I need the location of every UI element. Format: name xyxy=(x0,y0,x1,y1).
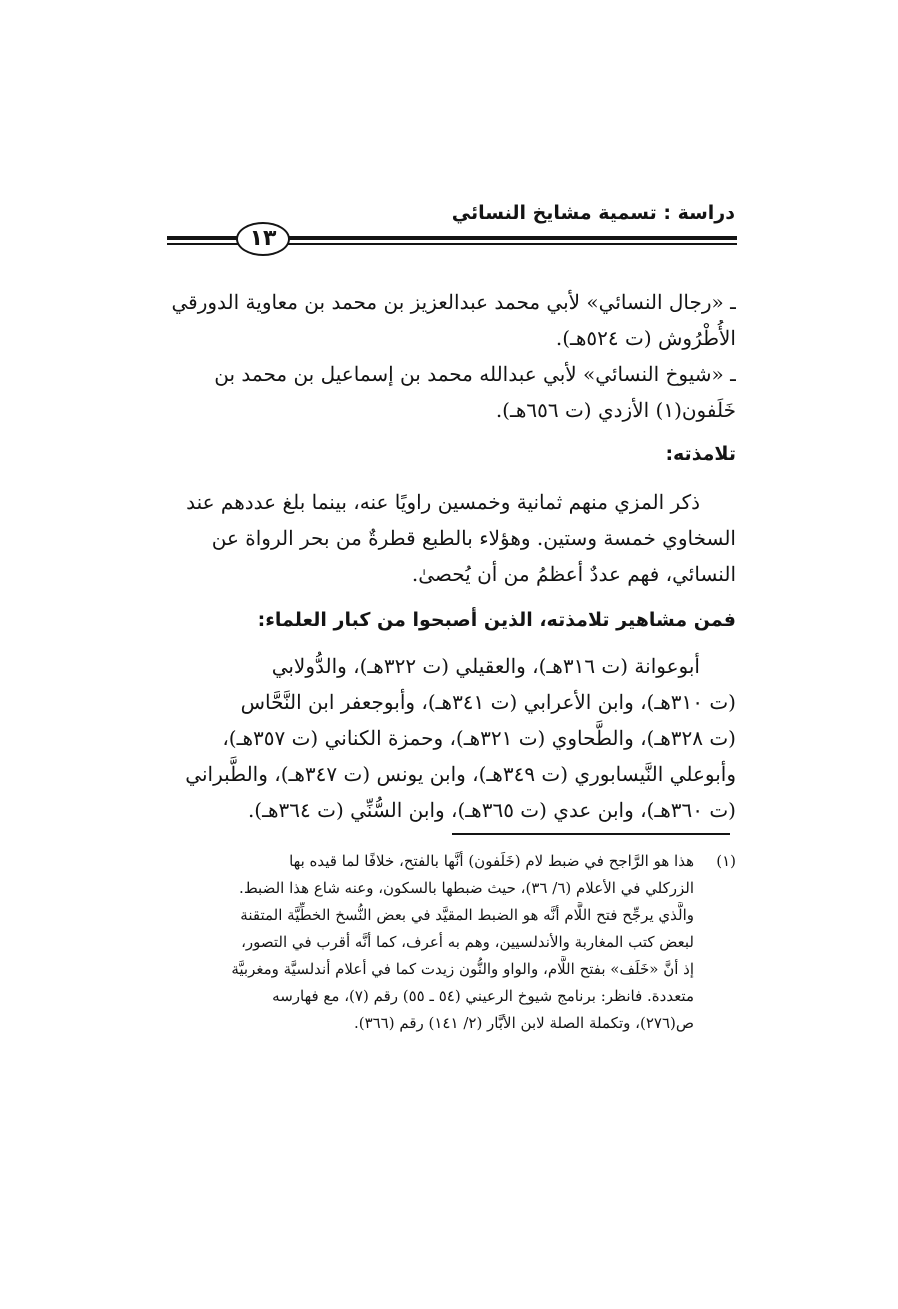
text-line: ـ «شيوخ النسائي» لأبي عبدالله محمد بن إسماعيل بن محمد بن xyxy=(214,362,736,386)
students-paragraph xyxy=(160,484,736,592)
section-heading-students xyxy=(160,436,736,472)
bibliography-item-rijal xyxy=(160,284,736,356)
footnote-marker: (١) xyxy=(716,852,736,870)
text-line: ـ «رجال النسائي» لأبي محمد عبدالعزيز بن محمد بن معاوية الدورقي xyxy=(171,290,736,314)
bibliography-item-shuyukh xyxy=(160,356,736,428)
section-heading-famous-students xyxy=(160,602,736,638)
footnote-line: الزركلي في الأعلام (٦/ ٣٦)، حيث ضبطها بالسكون، وعنه شاع هذا الضبط. xyxy=(239,879,694,897)
text-line: النسائي، فهم عددٌ أعظمُ من أن يُحصىٰ. xyxy=(411,562,736,586)
text-line: ذكر المزي منهم ثمانية وخمسين راويًا عنه، بينما بلغ عددهم عند xyxy=(186,490,700,514)
footnote-line: متعددة. فانظر: برنامج شيوخ الرعيني (٥٤ ـ ٥٥) رقم (٧)، مع فهارسه xyxy=(272,987,694,1005)
heading-text: تلامذته: xyxy=(665,443,736,465)
footnote-line xyxy=(158,848,736,875)
text-line: (ت ٣١٠هـ)، وابن الأعرابي (ت ٣٤١هـ)، وأبوجعفر ابن النَّحَّاس xyxy=(240,690,736,714)
footnote-rule xyxy=(452,833,730,835)
footnote-text: هذا هو الرَّاجح في ضبط لام (خَلَفون) أنَّها بالفتح، خلافًا لما قيده بها xyxy=(289,852,694,870)
footnote-line: ص(٢٧٦)، وتكملة الصلة لابن الأبَّار (٢/ ١٤١) رقم (٣٦٦). xyxy=(353,1014,694,1032)
footnote xyxy=(158,848,736,1037)
footnote-line: إذ أنَّ «خَلَف» بفتح اللَّام، والواو والنُّون زيدت كما في أعلام أندلسيَّة ومغربيَّة xyxy=(231,960,694,978)
text-line: (ت ٣٢٨هـ)، والطَّحاوي (ت ٣٢١هـ)، وحمزة الكناني (ت ٣٥٧هـ)، xyxy=(222,726,736,750)
text-line: أبوعوانة (ت ٣١٦هـ)، والعقيلي (ت ٣٢٢هـ)، والدُّولابي xyxy=(271,654,700,678)
text-line: الأُطْرُوش (ت ٥٢٤هـ). xyxy=(555,326,736,350)
text-line: السخاوي خمسة وستين. وهؤلاء بالطبع قطرةٌ من بحر الرواة عن xyxy=(211,526,736,550)
footnote-line: والَّذي يرجِّح فتح اللَّام أنَّه هو الضبط المقيَّد في بعض النُّسخ الخطِّيَّة المتقنة xyxy=(240,906,694,924)
text-line: خَلَفون(١) الأزدي (ت ٦٥٦هـ). xyxy=(495,398,736,422)
page-number: ١٣ xyxy=(236,222,290,256)
heading-text: فمن مشاهير تلامذته، الذين أصبحوا من كبار العلماء: xyxy=(257,609,736,631)
running-title: دراسة : تسمية مشايخ النسائي xyxy=(451,202,735,224)
footnote-line: لبعض كتب المغاربة والأندلسيين، وهم به أعرف، كما أنَّه أقرب في التصور، xyxy=(241,933,694,951)
famous-students-list xyxy=(160,648,736,828)
text-line: وأبوعلي النَّيسابوري (ت ٣٤٩هـ)، وابن يونس (ت ٣٤٧هـ)، والطَّبراني xyxy=(185,762,736,786)
text-line: (ت ٣٦٠هـ)، وابن عدي (ت ٣٦٥هـ)، وابن السُّنِّي (ت ٣٦٤هـ). xyxy=(247,798,736,822)
